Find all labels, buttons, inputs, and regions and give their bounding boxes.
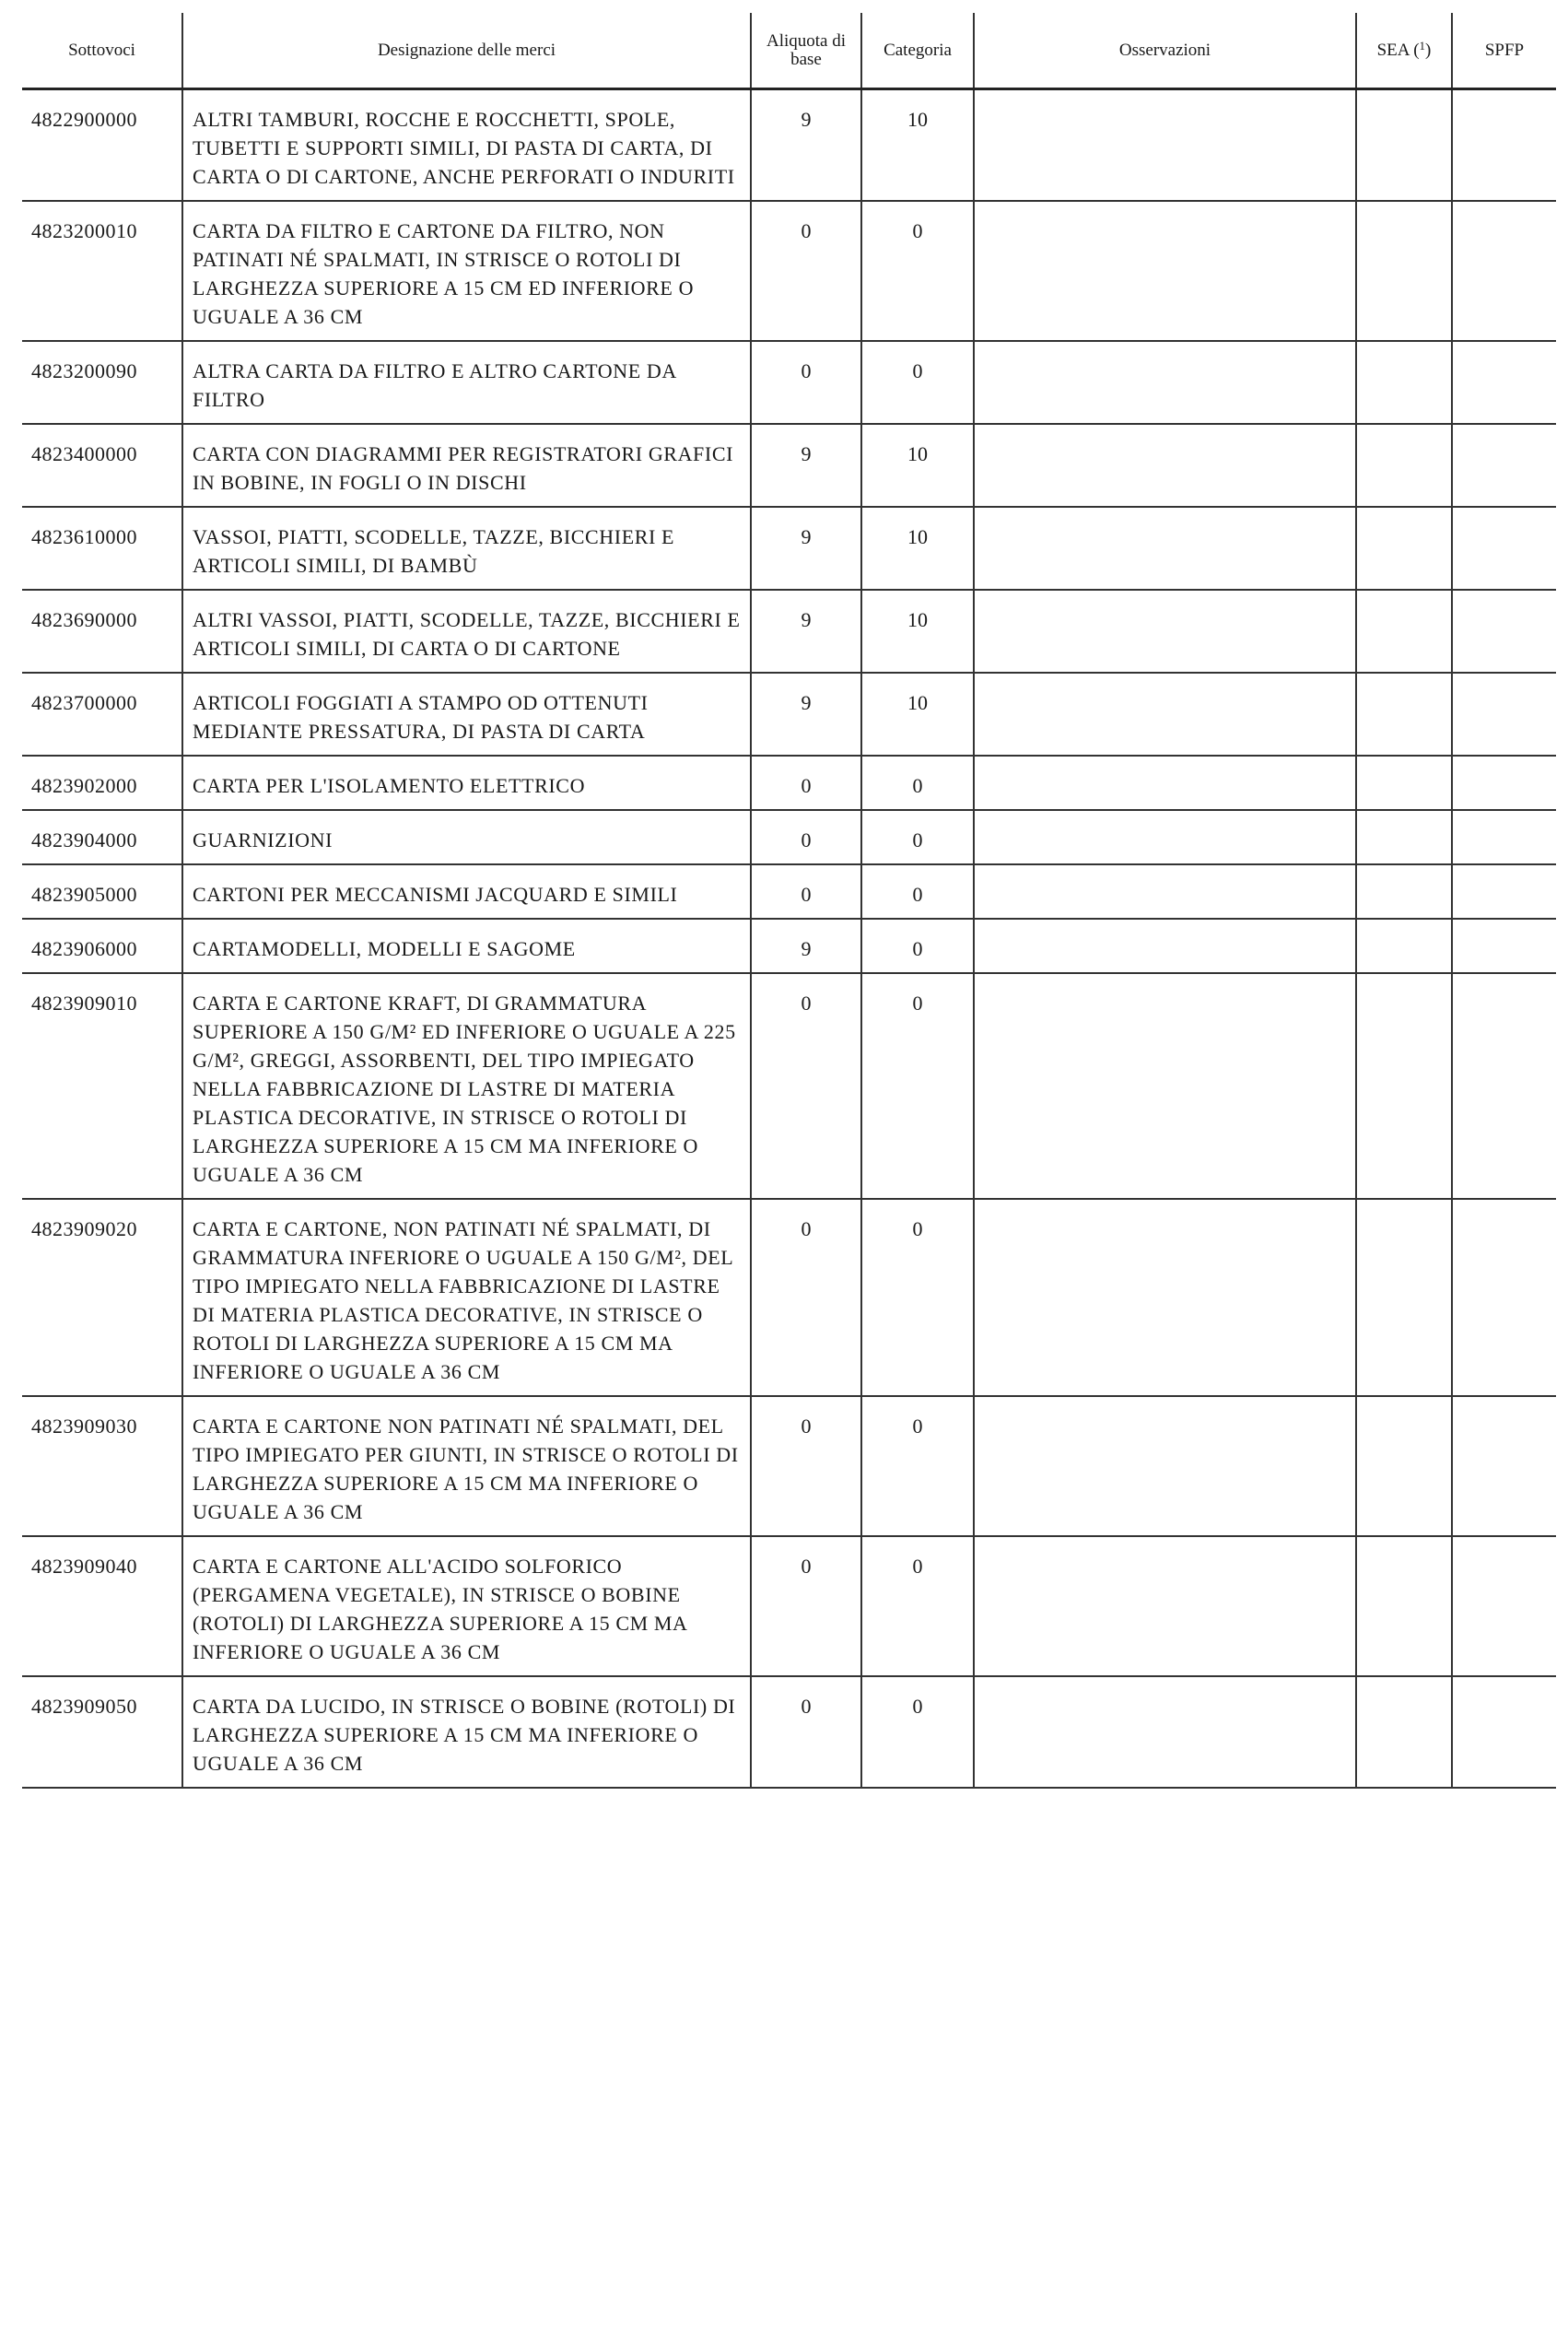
description-cell: CARTONI PER MECCANISMI JACQUARD E SIMILI [182, 864, 751, 919]
subheading-cell: 4823610000 [22, 507, 182, 590]
spfp-cell [1452, 341, 1556, 424]
base-rate-cell: 0 [751, 1396, 861, 1536]
description-cell: CARTAMODELLI, MODELLI E SAGOME [182, 919, 751, 973]
base-rate-cell: 9 [751, 590, 861, 673]
spfp-cell [1452, 973, 1556, 1199]
sea-cell [1356, 590, 1452, 673]
subheading-cell: 4823200010 [22, 201, 182, 341]
subheading-cell: 4823700000 [22, 673, 182, 756]
table-body [22, 89, 1556, 1789]
remarks-cell [974, 673, 1356, 756]
description-cell: CARTA CON DIAGRAMMI PER REGISTRATORI GRAFICI IN BOBINE, IN FOGLI O IN DISCHI [182, 424, 751, 507]
sea-cell [1356, 973, 1452, 1199]
spfp-cell [1452, 864, 1556, 919]
remarks-cell [974, 89, 1356, 202]
description-cell: ALTRA CARTA DA FILTRO E ALTRO CARTONE DA FILTRO [182, 341, 751, 424]
description-cell: ARTICOLI FOGGIATI A STAMPO OD OTTENUTI MEDIANTE PRESSATURA, DI PASTA DI CARTA [182, 673, 751, 756]
header-sea-close: ) [1425, 40, 1432, 60]
table-row [22, 1676, 1556, 1788]
table-row [22, 1396, 1556, 1536]
table-row [22, 673, 1556, 756]
remarks-cell [974, 1199, 1356, 1396]
table-row [22, 810, 1556, 864]
tariff-table [22, 13, 1556, 1789]
base-rate-cell: 0 [751, 201, 861, 341]
spfp-cell [1452, 1396, 1556, 1536]
subheading-cell: 4823909010 [22, 973, 182, 1199]
sea-cell [1356, 201, 1452, 341]
header-sea [1356, 13, 1452, 89]
subheading-cell: 4823909040 [22, 1536, 182, 1676]
description-cell: CARTA E CARTONE ALL'ACIDO SOLFORICO (PERGAMENA VEGETALE), IN STRISCE O BOBINE (ROTOLI) DI LARGHEZZA SUPERIORE A 15 CM MA INFERIORE O UGUALE A 36 CM [182, 1536, 751, 1676]
table-row [22, 89, 1556, 202]
tariff-document [22, 13, 1556, 1789]
header-row [22, 13, 1556, 89]
subheading-cell: 4823906000 [22, 919, 182, 973]
remarks-cell [974, 507, 1356, 590]
spfp-cell [1452, 590, 1556, 673]
base-rate-cell: 0 [751, 341, 861, 424]
header-spfp: SPFP [1452, 13, 1556, 89]
spfp-cell [1452, 201, 1556, 341]
category-cell: 0 [861, 919, 974, 973]
table-row [22, 919, 1556, 973]
category-cell: 0 [861, 1676, 974, 1788]
header-description: Designazione delle merci [182, 13, 751, 89]
category-cell: 10 [861, 507, 974, 590]
subheading-cell: 4823400000 [22, 424, 182, 507]
base-rate-cell: 0 [751, 1676, 861, 1788]
spfp-cell [1452, 424, 1556, 507]
table-row [22, 1199, 1556, 1396]
category-cell: 0 [861, 864, 974, 919]
description-cell: CARTA E CARTONE KRAFT, DI GRAMMATURA SUPERIORE A 150 G/M² ED INFERIORE O UGUALE A 225 G/M², GREGGI, ASSORBENTI, DEL TIPO IMPIEGATO NELLA FABBRICAZIONE DI LASTRE DI MATERIA PLASTICA DECORATIVE, IN STRISCE O ROTOLI DI LARGHEZZA SUPERIORE A 15 CM MA INFERIORE O UGUALE A 36 CM [182, 973, 751, 1199]
spfp-cell [1452, 89, 1556, 202]
subheading-cell: 4823902000 [22, 756, 182, 810]
sea-cell [1356, 507, 1452, 590]
table-row [22, 201, 1556, 341]
base-rate-cell: 9 [751, 919, 861, 973]
base-rate-cell: 9 [751, 424, 861, 507]
header-category: Categoria [861, 13, 974, 89]
subheading-cell: 4823905000 [22, 864, 182, 919]
remarks-cell [974, 590, 1356, 673]
remarks-cell [974, 1676, 1356, 1788]
remarks-cell [974, 341, 1356, 424]
base-rate-cell: 9 [751, 507, 861, 590]
sea-cell [1356, 1199, 1452, 1396]
sea-cell [1356, 919, 1452, 973]
category-cell: 0 [861, 1199, 974, 1396]
category-cell: 0 [861, 1396, 974, 1536]
table-row [22, 341, 1556, 424]
sea-cell [1356, 1676, 1452, 1788]
sea-cell [1356, 424, 1452, 507]
header-base-rate [751, 13, 861, 89]
remarks-cell [974, 1536, 1356, 1676]
spfp-cell [1452, 1676, 1556, 1788]
sea-cell [1356, 864, 1452, 919]
description-cell: CARTA DA LUCIDO, IN STRISCE O BOBINE (ROTOLI) DI LARGHEZZA SUPERIORE A 15 CM MA INFERIORE O UGUALE A 36 CM [182, 1676, 751, 1788]
table-row [22, 973, 1556, 1199]
header-base-rate-line2: base [790, 49, 822, 69]
subheading-cell: 4823904000 [22, 810, 182, 864]
table-row [22, 1536, 1556, 1676]
base-rate-cell: 0 [751, 864, 861, 919]
base-rate-cell: 0 [751, 810, 861, 864]
description-cell: GUARNIZIONI [182, 810, 751, 864]
category-cell: 10 [861, 89, 974, 202]
description-cell: VASSOI, PIATTI, SCODELLE, TAZZE, BICCHIERI E ARTICOLI SIMILI, DI BAMBÙ [182, 507, 751, 590]
header-subheading: Sottovoci [22, 13, 182, 89]
base-rate-cell: 9 [751, 673, 861, 756]
header-sea-text: SEA ( [1376, 40, 1420, 60]
spfp-cell [1452, 673, 1556, 756]
sea-cell [1356, 341, 1452, 424]
subheading-cell: 4822900000 [22, 89, 182, 202]
category-cell: 0 [861, 341, 974, 424]
description-cell: ALTRI TAMBURI, ROCCHE E ROCCHETTI, SPOLE, TUBETTI E SUPPORTI SIMILI, DI PASTA DI CARTA, DI CARTA O DI CARTONE, ANCHE PERFORATI O INDURITI [182, 89, 751, 202]
remarks-cell [974, 810, 1356, 864]
table-row [22, 590, 1556, 673]
category-cell: 0 [861, 810, 974, 864]
table-row [22, 507, 1556, 590]
remarks-cell [974, 919, 1356, 973]
description-cell: CARTA E CARTONE NON PATINATI NÉ SPALMATI, DEL TIPO IMPIEGATO PER GIUNTI, IN STRISCE O ROTOLI DI LARGHEZZA SUPERIORE A 15 CM MA INFERIORE O UGUALE A 36 CM [182, 1396, 751, 1536]
category-cell: 0 [861, 201, 974, 341]
subheading-cell: 4823909050 [22, 1676, 182, 1788]
spfp-cell [1452, 1199, 1556, 1396]
description-cell: CARTA PER L'ISOLAMENTO ELETTRICO [182, 756, 751, 810]
header-sea-footnote: 1 [1419, 38, 1426, 53]
remarks-cell [974, 424, 1356, 507]
table-row [22, 424, 1556, 507]
description-cell: ALTRI VASSOI, PIATTI, SCODELLE, TAZZE, BICCHIERI E ARTICOLI SIMILI, DI CARTA O DI CARTONE [182, 590, 751, 673]
base-rate-cell: 0 [751, 1199, 861, 1396]
spfp-cell [1452, 810, 1556, 864]
table-row [22, 756, 1556, 810]
description-cell: CARTA E CARTONE, NON PATINATI NÉ SPALMATI, DI GRAMMATURA INFERIORE O UGUALE A 150 G/M², DEL TIPO IMPIEGATO NELLA FABBRICAZIONE DI LASTRE DI MATERIA PLASTICA DECORATIVE, IN STRISCE O ROTOLI DI LARGHEZZA SUPERIORE A 15 CM MA INFERIORE O UGUALE A 36 CM [182, 1199, 751, 1396]
remarks-cell [974, 973, 1356, 1199]
remarks-cell [974, 756, 1356, 810]
header-remarks: Osservazioni [974, 13, 1356, 89]
subheading-cell: 4823690000 [22, 590, 182, 673]
spfp-cell [1452, 1536, 1556, 1676]
header-base-rate-line1: Aliquota di [766, 30, 847, 51]
sea-cell [1356, 756, 1452, 810]
spfp-cell [1452, 919, 1556, 973]
remarks-cell [974, 864, 1356, 919]
sea-cell [1356, 810, 1452, 864]
base-rate-cell: 0 [751, 756, 861, 810]
category-cell: 10 [861, 673, 974, 756]
sea-cell [1356, 673, 1452, 756]
subheading-cell: 4823909030 [22, 1396, 182, 1536]
spfp-cell [1452, 756, 1556, 810]
sea-cell [1356, 1396, 1452, 1536]
sea-cell [1356, 1536, 1452, 1676]
remarks-cell [974, 1396, 1356, 1536]
category-cell: 0 [861, 973, 974, 1199]
spfp-cell [1452, 507, 1556, 590]
sea-cell [1356, 89, 1452, 202]
subheading-cell: 4823909020 [22, 1199, 182, 1396]
base-rate-cell: 0 [751, 973, 861, 1199]
category-cell: 0 [861, 756, 974, 810]
category-cell: 10 [861, 590, 974, 673]
category-cell: 0 [861, 1536, 974, 1676]
base-rate-cell: 0 [751, 1536, 861, 1676]
table-row [22, 864, 1556, 919]
remarks-cell [974, 201, 1356, 341]
category-cell: 10 [861, 424, 974, 507]
base-rate-cell: 9 [751, 89, 861, 202]
subheading-cell: 4823200090 [22, 341, 182, 424]
description-cell: CARTA DA FILTRO E CARTONE DA FILTRO, NON PATINATI NÉ SPALMATI, IN STRISCE O ROTOLI DI LARGHEZZA SUPERIORE A 15 CM ED INFERIORE O UGUALE A 36 CM [182, 201, 751, 341]
